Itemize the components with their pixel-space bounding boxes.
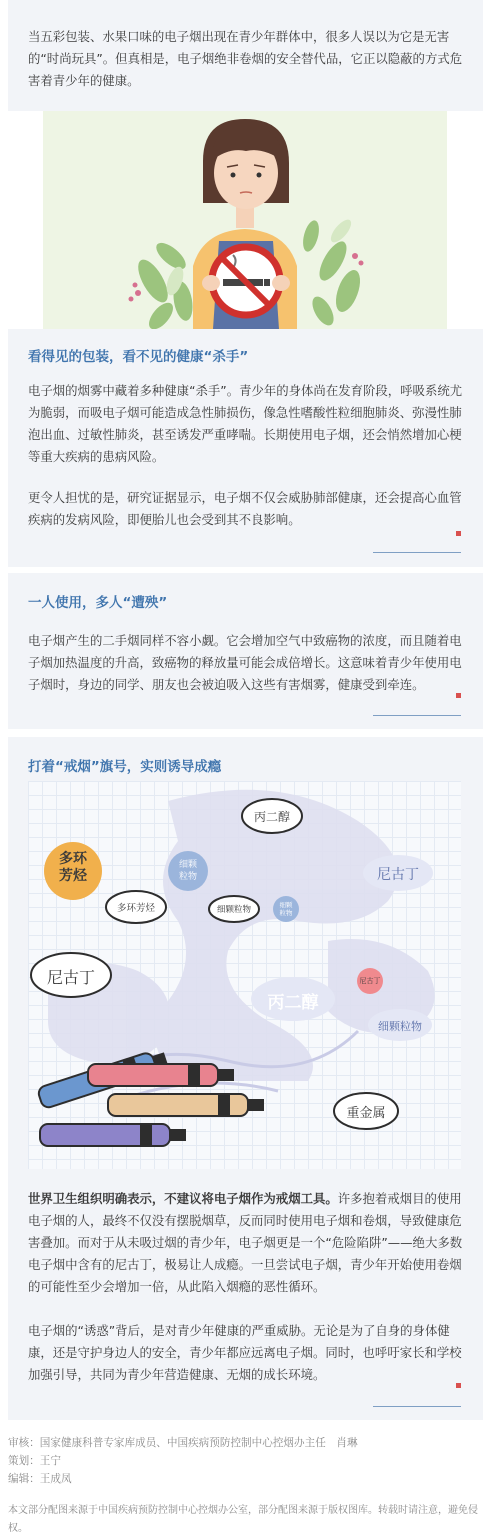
label-nicotine-cloud-left: 尼古丁	[46, 968, 95, 987]
e-cigarette-smoke-illustration	[28, 781, 461, 1169]
intro-card	[8, 0, 483, 111]
label-pah-big: 多环 芳烃	[59, 851, 87, 884]
label-particles-3: 细颗 粒物	[279, 901, 293, 917]
label-pah-cloud: 多环芳烃	[116, 903, 155, 914]
label-heavy-metals: 重金属	[346, 1106, 386, 1121]
who-statement: 世界卫生组织明确表示，不建议将电子烟作为戒烟工具。	[28, 1191, 338, 1206]
girl-no-smoking-illustration	[43, 111, 447, 329]
section-heading: 看得见的包装，看不见的健康“杀手”	[28, 349, 249, 365]
divider-line	[373, 715, 461, 716]
red-marker	[456, 693, 461, 698]
section-paragraph: 电子烟的“诱惑”背后，是对青少年健康的严重威胁。无论是为了自身的身体健康，还是守护身边人的安全，青少年都应远离电子烟。同时，也呼吁家长和学校加强引导，共同为青少年营造健康、无烟的成长环境。	[28, 1323, 462, 1382]
label-nicotine-cloud-right: 尼古丁	[377, 867, 419, 883]
credit-planner: 策划：王宁	[8, 1455, 61, 1467]
credit-reviewer: 审核：国家健康科普专家库成员、中国疾病预防控制中心控烟办主任 肖琳	[8, 1437, 358, 1449]
red-marker	[456, 531, 461, 536]
label-particles-2: 细颗粒物	[216, 905, 251, 915]
red-marker	[456, 1383, 461, 1388]
section-paragraph: 更令人担忧的是，研究证据显示，电子烟不仅会威胁肺部健康，还会提高心血管疾病的发病风险，即便胎儿也会受到其不良影响。	[28, 490, 462, 527]
divider-line	[373, 1406, 461, 1407]
label-particles-4: 细颗粒物	[378, 1020, 422, 1033]
section-heading: 打着“戒烟”旗号，实则诱导成瘾	[28, 759, 222, 775]
label-nicotine-small: 尼古丁	[359, 977, 381, 985]
copyright-notice: 本文部分配图来源于中国疾病预防控制中心控烟办公室，部分配图来源于版权图库。转载时请注意，避免侵权。	[8, 1505, 478, 1534]
label-pg-cloud: 丙二醇	[253, 810, 290, 824]
intro-paragraph: 当五彩包装、水果口味的电子烟出现在青少年群体中，很多人误以为它是无害的“时尚玩具”。但真相是，电子烟绝非卷烟的安全替代品，它正以隐蔽的方式危害着青少年的健康。	[28, 29, 463, 88]
label-particles-1: 细颗 粒物	[178, 860, 197, 882]
section-secondhand-card	[8, 573, 483, 729]
label-pg-big: 丙二醇	[267, 993, 319, 1013]
girl-illustration-svg	[43, 111, 447, 329]
section-heading: 一人使用，多人“遭殃”	[28, 595, 168, 611]
section-paragraph: 电子烟的烟雾中藏着多种健康“杀手”。青少年的身体尚在发育阶段，呼吸系统尤为脆弱，而吸电子烟可能造成急性肺损伤，像急性嗜酸性粒细胞肺炎、弥漫性肺泡出血、过敏性肺炎，甚至诱发严重哮喘。长期使用电子烟，还会悄然增加心梗等重大疾病的患病风险。	[28, 383, 463, 464]
who-statement-rest: 许多抱着戒烟目的使用电子烟的人，最终不仅没有摆脱烟草，反而同时使用电子烟和卷烟，导致健康危害叠加。而对于从未吸过烟的青少年，电子烟更是一个“危险陷阱”——绝大多数电子烟中含有的尼古丁，极易让人成瘾。一旦尝试电子烟，青少年开始使用卷烟的可能性至少会增加一倍，从此陷入烟瘾的恶性循环。	[28, 1191, 463, 1294]
section-paragraph-who	[28, 1188, 463, 1298]
section-quitting-lure-card	[8, 737, 483, 1420]
section-health-killer-card	[8, 329, 483, 567]
section-paragraph: 电子烟产生的二手烟同样不容小觑。它会增加空气中致癌物的浓度，而且随着电子烟加热温度的升高，致癌物的释放量可能会成倍增长。这意味着青少年使用电子烟时，身边的同学、朋友也会被迫吸入这些有害烟雾，健康受到牵连。	[28, 633, 462, 692]
credit-editor: 编辑：王成凤	[8, 1473, 72, 1485]
divider-line	[373, 552, 461, 553]
